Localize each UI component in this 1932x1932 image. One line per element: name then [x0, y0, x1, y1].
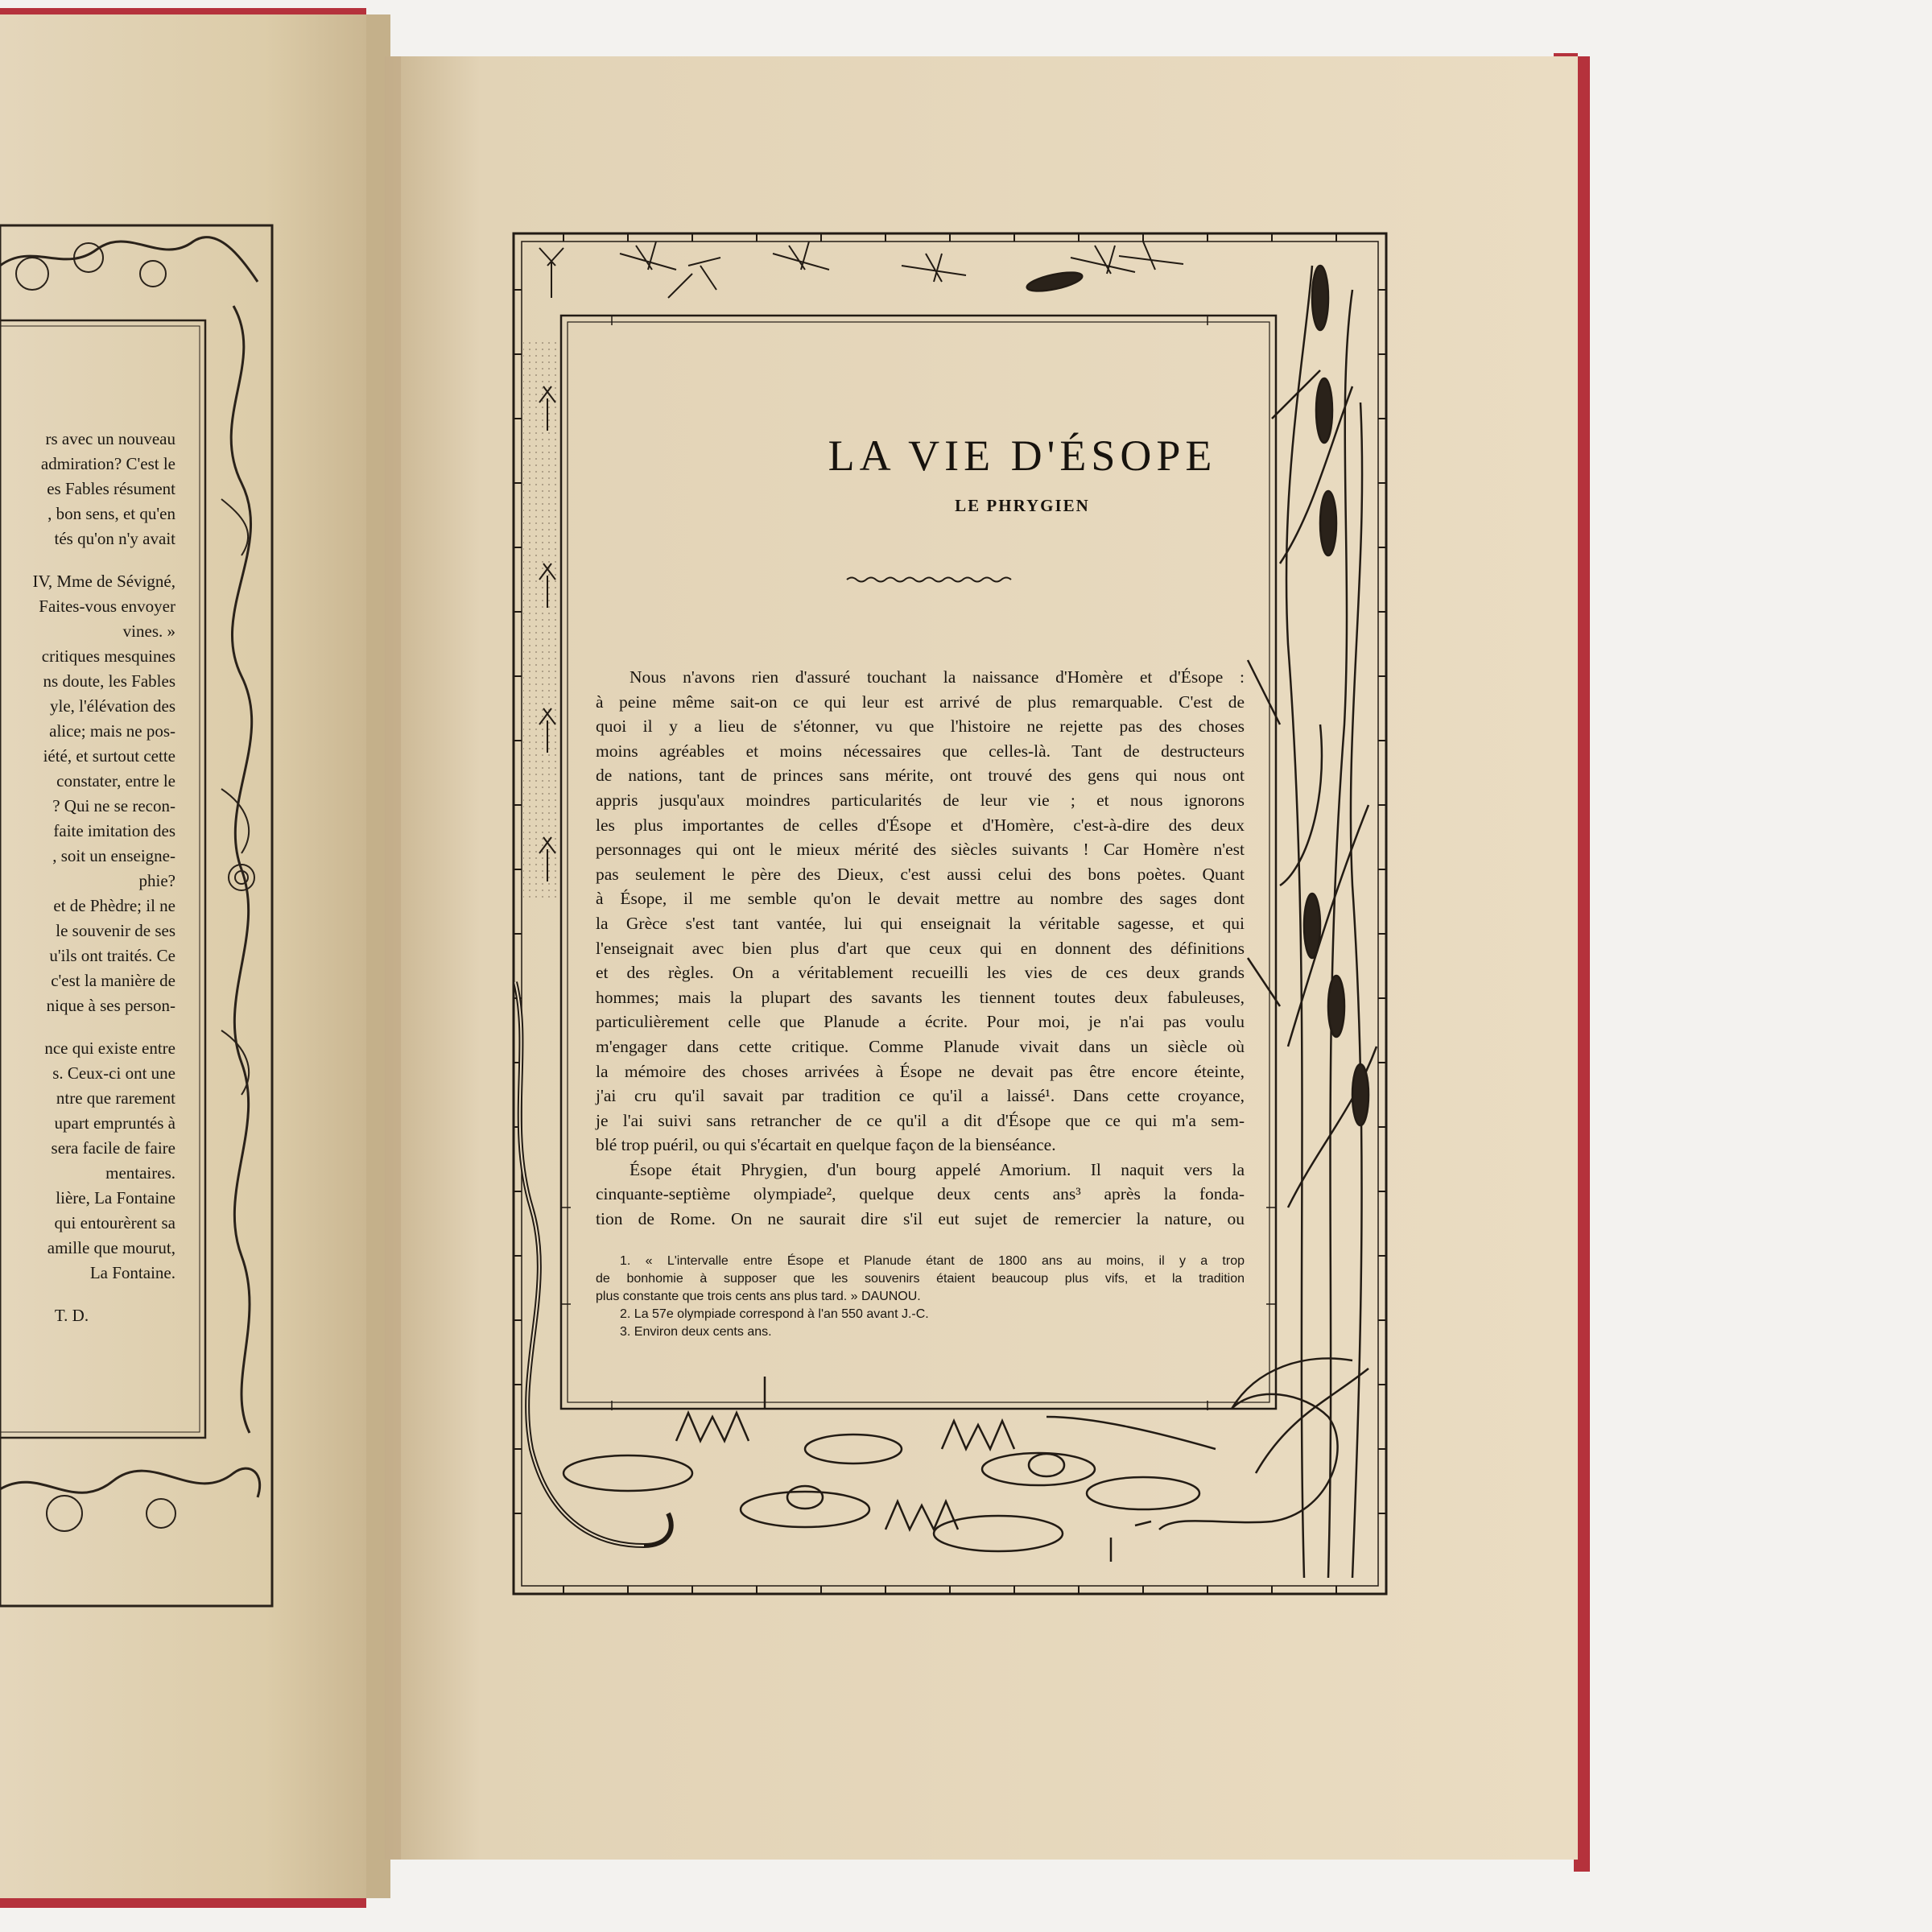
left-page-line: nique à ses person- — [46, 996, 175, 1015]
left-page-line: La Fontaine. — [89, 1263, 175, 1282]
page-title: LA VIE D'ÉSOPE — [828, 431, 1217, 480]
footnote-line: 2. La 57e olympiade correspond à l'an 550 avant J.-C. — [620, 1307, 929, 1321]
footnote-line: 1. « L'intervalle entre Ésope et Planude étant de 1800 ans au moins, il y a trop — [620, 1254, 1245, 1268]
footnote-line: 3. Environ deux cents ans. — [620, 1325, 772, 1339]
left-page-line: ? Qui ne se recon- — [52, 796, 175, 815]
left-page-line: le souvenir de ses — [56, 921, 175, 940]
body-line: moins agréables et moins nécessaires que celles-là. Tant de destructeurs — [596, 741, 1245, 761]
left-page-line: admiration? C'est le — [40, 454, 175, 473]
body-line: de nations, tant de princes sans mérite, ont trouvé des gens qui nous ont — [596, 766, 1245, 786]
body-line: appris jusqu'aux moindres particularités de leur vie ; et nous ignorons — [596, 790, 1245, 810]
left-page-line: ns doute, les Fables — [43, 671, 175, 691]
paragraph-gap — [0, 1018, 175, 1036]
body-line: la mémoire des choses arrivées à Ésope ne devait pas être encore éteinte, — [596, 1061, 1245, 1081]
left-page-line: upart empruntés à — [54, 1113, 175, 1133]
body-line: quoi il y a lieu de s'étonner, vu que l'histoire ne rejette pas des choses — [596, 716, 1245, 737]
body-line: Ésope était Phrygien, d'un bourg appelé Amorium. Il naquit vers la — [630, 1159, 1245, 1179]
body-line: tion de Rome. On ne saurait dire s'il eut sujet de remercier la nature, ou — [596, 1209, 1245, 1229]
left-page-line: faite imitation des — [53, 821, 175, 840]
body-line: m'engager dans cette critique. Comme Planude vivait dans un siècle où — [596, 1036, 1245, 1056]
body-line: je l'ai suivi sans retrancher de ce qu'il a dit d'Ésope que ce qui m'a sem- — [596, 1110, 1245, 1130]
left-page-line: T. D. — [54, 1306, 89, 1325]
body-line: à peine même sait-on ce qui leur est arrivé de plus remarquable. C'est de — [596, 691, 1245, 712]
left-page-line: tés qu'on n'y avait — [54, 529, 175, 548]
left-page-line: yle, l'élévation des — [50, 696, 175, 716]
left-page-line: phie? — [138, 871, 175, 890]
footnotes — [596, 1253, 1245, 1341]
body-line: blé trop puéril, ou qui s'écartait en quelque façon de la bienséance. — [596, 1135, 1056, 1155]
body-line: j'ai cru qu'il savait par tradition ce qu'il a laissé¹. Dans cette croyance, — [596, 1086, 1245, 1106]
footnote-line: de bonhomie à supposer que les souvenirs étaient beaucoup plus vifs, et la tradition — [596, 1272, 1245, 1286]
left-page-line: s. Ceux-ci ont une — [52, 1063, 175, 1083]
left-page-line: qui entourèrent sa — [54, 1213, 175, 1232]
body-line: pas seulement le père des Dieux, c'est aussi celui des bons poètes. Quant — [596, 864, 1245, 884]
body-line: hommes; mais la plupart des savants les tiennent toutes deux fabuleuses, — [596, 987, 1245, 1007]
left-page-line: alice; mais ne pos- — [49, 721, 175, 741]
left-page-line: vines. » — [122, 621, 175, 641]
left-page-line: constater, entre le — [56, 771, 175, 791]
footnote-line: plus constante que trois cents ans plus tard. » DAUNOU. — [596, 1290, 921, 1303]
left-page-line: nce qui existe entre — [44, 1038, 175, 1058]
left-page-line: Faites-vous envoyer — [39, 597, 175, 616]
body-line: et des règles. On a véritablement recueilli les vies de ces deux grands — [596, 963, 1245, 983]
left-page-line: , bon sens, et qu'en — [47, 504, 175, 523]
body-line: l'enseignait avec bien plus d'art que ceux qui en donnent des définitions — [596, 938, 1245, 958]
body-line: la Grèce s'est tant vantée, lui qui enseignait la véritable sagesse, et qui — [596, 913, 1245, 933]
left-page-line: amille que mourut, — [47, 1238, 175, 1257]
body-line: les plus importantes de celles d'Ésope et d'Homère, c'est-à-dire des deux — [596, 815, 1245, 835]
left-page-line: mentaires. — [105, 1163, 175, 1183]
left-page-line: ntre que rarement — [56, 1088, 175, 1108]
left-page-line: c'est la manière de — [51, 971, 175, 990]
left-page-line: , soit un enseigne- — [52, 846, 175, 865]
paragraph-gap — [0, 551, 175, 569]
left-page-line: lière, La Fontaine — [56, 1188, 175, 1208]
paragraph-gap — [0, 1286, 175, 1303]
left-page-line: u'ils ont traités. Ce — [49, 946, 175, 965]
left-page-line: es Fables résument — [47, 479, 175, 498]
body-line: à Ésope, il me semble qu'on le devait mettre au nombre des sages dont — [596, 889, 1245, 909]
left-page-line: IV, Mme de Sévigné, — [32, 572, 175, 591]
left-page-line: et de Phèdre; il ne — [53, 896, 175, 915]
body-line: cinquante-septième olympiade², quelque deux cents ans³ après la fonda- — [596, 1184, 1245, 1204]
left-page-text — [0, 427, 175, 1328]
body-line: particulièrement celle que Planude a écrite. Pour moi, je n'ai pas voulu — [596, 1012, 1245, 1032]
body-line: Nous n'avons rien d'assuré touchant la naissance d'Homère et d'Ésope : — [630, 667, 1245, 687]
left-page-line: iété, et surtout cette — [43, 746, 175, 766]
page-subtitle: LE PHRYGIEN — [955, 496, 1090, 515]
body-line: personnages qui ont le mieux mérité des siècles suivants ! Car Homère n'est — [596, 840, 1245, 860]
stipple-shading — [523, 338, 559, 902]
left-page-line: rs avec un nouveau — [45, 429, 175, 448]
left-page-line: critiques mesquines — [41, 646, 175, 666]
left-page-line: sera facile de faire — [51, 1138, 175, 1158]
body-text — [596, 665, 1245, 1232]
